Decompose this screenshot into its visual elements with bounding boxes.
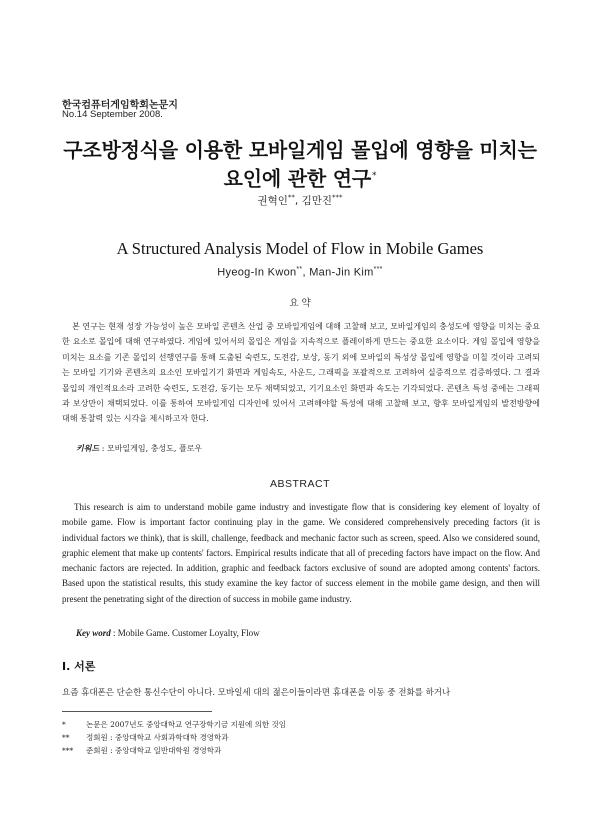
english-abstract: This research is aim to understand mobile game industry and investigate flow that is considering key element of loyalty of mobile game. Flow is important factor continuing play in the game. We considered comprehensively preceding factors (it is individual factors we think), that is skill, challenge, feedback and mechanic factor such as screen, speed. Also we considered sound, graphic element that make up contents' factors. Empirical results indicate that all of preceding factors have impact on the flow. And mechanic factors are rejected. In addition, graphic and feedback factors exclusive of sound are adopted among contents' factors. Based upon the statistical results, this study examine the key factor of success element in the mobile game design, and then will present the penetrating sight of the direction of success in mobile game industry. [62, 502, 540, 604]
footnote-text: 정회원 : 중앙대학교 사회과학대학 경영학과 [86, 733, 229, 742]
korean-title-text: 요인에 관한 연구 [223, 166, 372, 191]
author-2-ko-mark: *** [332, 193, 343, 202]
footnote-item [62, 718, 286, 731]
issue-info: No.14 September 2008. [62, 109, 163, 120]
english-keywords [76, 628, 260, 638]
abstract-heading: ABSTRACT [269, 478, 330, 490]
footnote-mark: * [62, 720, 66, 729]
section-heading-introduction [62, 658, 95, 674]
author-2-en: Man-Jin Kim [309, 266, 374, 279]
korean-keywords-value: 모바일게임, 충성도, 플로우 [106, 444, 203, 453]
korean-abstract: 본 연구는 현재 성장 가능성이 높은 모바일 콘텐츠 산업 중 모바일게임에 대해 고찰해 보고, 모바일게임의 충성도에 영향을 미치는 중요한 요소로 몰입에 대해 연구하였다. 게임에 있어서의 몰입은 게임을 지속적으로 플레이하게 만드는 중요한 요소이다. 게임 몰입에 영향을 미치는 요소를 기존 몰입의 선행연구를 통해 도출된 숙련도, 도전감, 보상, 동기 외에 모바일의 특성상 몰입에 영향을 미칠 것이라 고려되는 모바일 기기와 콘텐츠의 요소인 모바일기기 화면과 게임속도, 사운드, 그래픽을 포괄적으로 고려하여 실증적으로 검증하였다. 그 결과 몰입의 개인적요소라 고려한 숙련도, 도전감, 동기는 모두 채택되었고, 기기요소인 화면과 속도는 기각되었다. 콘텐츠 특성 중에는 그래픽과 보상만이 채택되었다. 이를 통하여 모바일게임 디자인에 있어서 고려해야할 특성에 대해 고찰해 보고, 향후 모바일게임의 발전방향에 대해 통찰력 있는 시각을 제시하고자 한다. [62, 322, 540, 424]
korean-keywords-separator: : [99, 444, 107, 453]
english-title: A Structured Analysis Model of Flow in Mobile Games [116, 239, 484, 258]
author-separator-en: , [302, 266, 310, 279]
author-2-ko: 김만진 [301, 195, 333, 207]
footnote-divider [62, 711, 212, 712]
author-separator-ko: , [294, 195, 302, 207]
footnotes [62, 718, 286, 757]
korean-keywords-label: 키워드 [76, 443, 100, 453]
footnote-text: 논문은 2007년도 중앙대학교 연구장학기금 지원에 의한 것임 [86, 720, 287, 729]
footnote-item [62, 744, 286, 757]
korean-title-line-2 [40, 163, 560, 192]
footnote-text: 준회원 : 중앙대학교 일반대학원 경영학과 [86, 746, 222, 755]
english-keywords-value: Mobile Game. Customer Loyalty, Flow [117, 628, 260, 638]
section-title: 서론 [74, 660, 96, 673]
section-number: Ⅰ. [62, 660, 75, 673]
author-1-ko-mark: ** [287, 193, 295, 202]
english-authors [0, 266, 600, 279]
english-keywords-separator: : [110, 628, 118, 638]
author-1-en-mark: ** [296, 266, 303, 273]
english-keywords-label: Key word [76, 628, 111, 638]
footnote-mark: ** [62, 733, 70, 742]
korean-keywords [76, 443, 202, 454]
summary-heading: 요 약 [289, 298, 311, 309]
title-footnote-mark: * [372, 171, 377, 181]
body-first-line: 요즘 휴대폰은 단순한 통신수단이 아니다. 모바일세 대의 젊은이들이라면 휴대폰을 이동 중 전화를 하거나 [62, 688, 451, 698]
korean-title-line-1: 구조방정식을 이용한 모바일게임 몰입에 영향을 미치는 [63, 138, 537, 162]
footnote-mark: *** [62, 746, 74, 755]
footnote-item [62, 731, 286, 744]
author-2-en-mark: *** [373, 266, 383, 273]
author-1-ko: 권혁인 [257, 195, 288, 207]
journal-name: 한국컴퓨터게임학회논문지 [62, 100, 178, 111]
author-1-en: Hyeog-In Kwon [217, 266, 297, 279]
korean-authors [0, 193, 600, 208]
